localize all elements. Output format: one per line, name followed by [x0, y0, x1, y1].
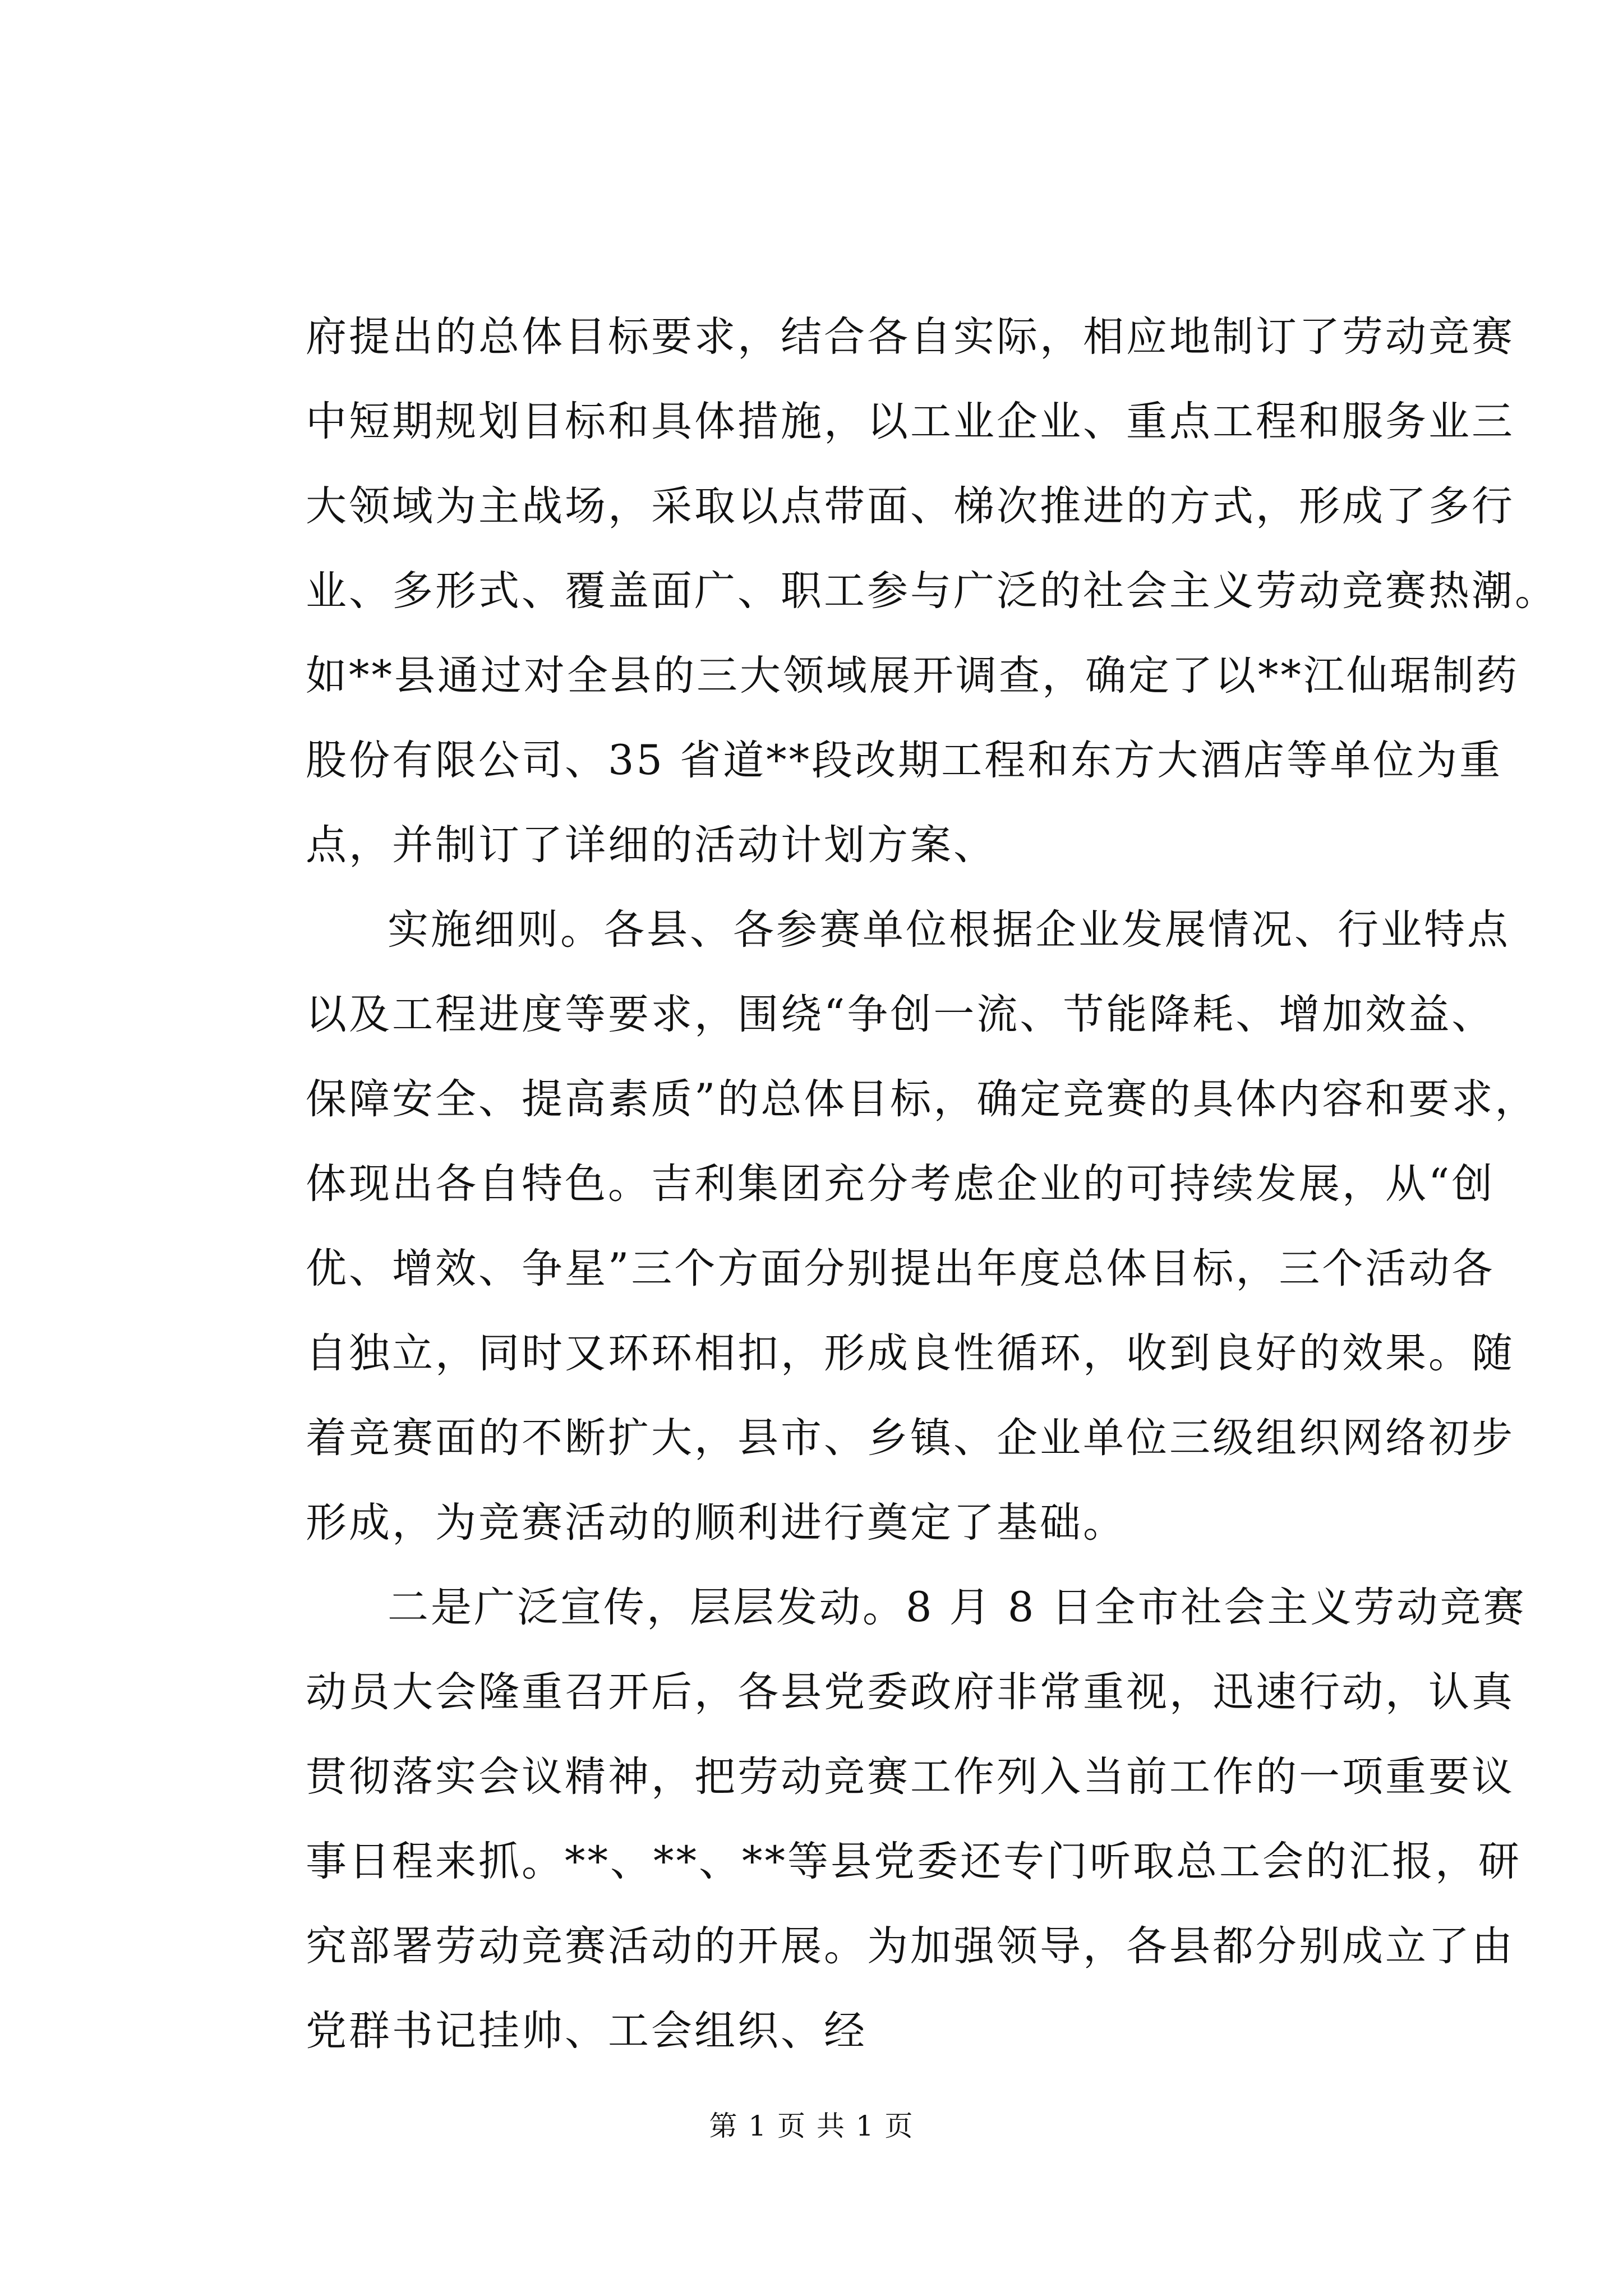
- text-line: 点，并制订了详细的活动计划方案、: [306, 821, 997, 869]
- text-line: 动员大会隆重召开后，各县党委政府非常重视，迅速行动，认真: [306, 1668, 1515, 1716]
- text-line: 以及工程进度等要求，围绕“争创一流、节能降耗、增加效益、: [306, 991, 1495, 1038]
- text-line: 股份有限公司、35 省道**段改期工程和东方大酒店等单位为重: [306, 737, 1503, 784]
- text-line: 如**县通过对全县的三大领域展开调查，确定了以**江仙琚制药: [306, 652, 1519, 700]
- paragraph-start-line: 实施细则。各县、各参赛单位根据企业发展情况、行业特点: [388, 906, 1510, 954]
- text-line: 业、多形式、覆盖面广、职工参与广泛的社会主义劳动竞赛热潮。: [306, 567, 1558, 615]
- text-line: 究部署劳动竞赛活动的开展。为加强领导，各县都分别成立了由: [306, 1922, 1515, 1970]
- page-number-footer: 第 1 页 共 1 页: [709, 2110, 914, 2142]
- text-line: 大领域为主战场，采取以点带面、梯次推进的方式，形成了多行: [306, 482, 1515, 530]
- text-line: 保障安全、提高素质”的总体目标，确定竞赛的具体内容和要求，: [306, 1075, 1538, 1123]
- text-line: 贯彻落实会议精神，把劳动竞赛工作列入当前工作的一项重要议: [306, 1753, 1515, 1801]
- text-line: 自独立，同时又环环相扣，形成良性循环，收到良好的效果。随: [306, 1329, 1515, 1377]
- text-line: 形成，为竞赛活动的顺利进行奠定了基础。: [306, 1499, 1126, 1547]
- text-line: 府提出的总体目标要求，结合各自实际，相应地制订了劳动竞赛: [306, 313, 1515, 361]
- text-line: 着竞赛面的不断扩大，县市、乡镇、企业单位三级组织网络初步: [306, 1414, 1515, 1462]
- text-line: 事日程来抓。**、**、**等县党委还专门听取总工会的汇报，研: [306, 1838, 1521, 1885]
- text-line: 优、增效、争星”三个方面分别提出年度总体目标，三个活动各: [306, 1245, 1495, 1292]
- document-body: [306, 295, 1558, 2073]
- text-line: 中短期规划目标和具体措施，以工业企业、重点工程和服务业三: [306, 398, 1515, 445]
- paragraph-start-line: 二是广泛宣传，层层发动。8 月 8 日全市社会主义劳动竞赛: [388, 1584, 1527, 1631]
- text-line: 体现出各自特色。吉利集团充分考虑企业的可持续发展，从“创: [306, 1160, 1495, 1208]
- text-line: 党群书记挂帅、工会组织、经: [306, 2007, 867, 2055]
